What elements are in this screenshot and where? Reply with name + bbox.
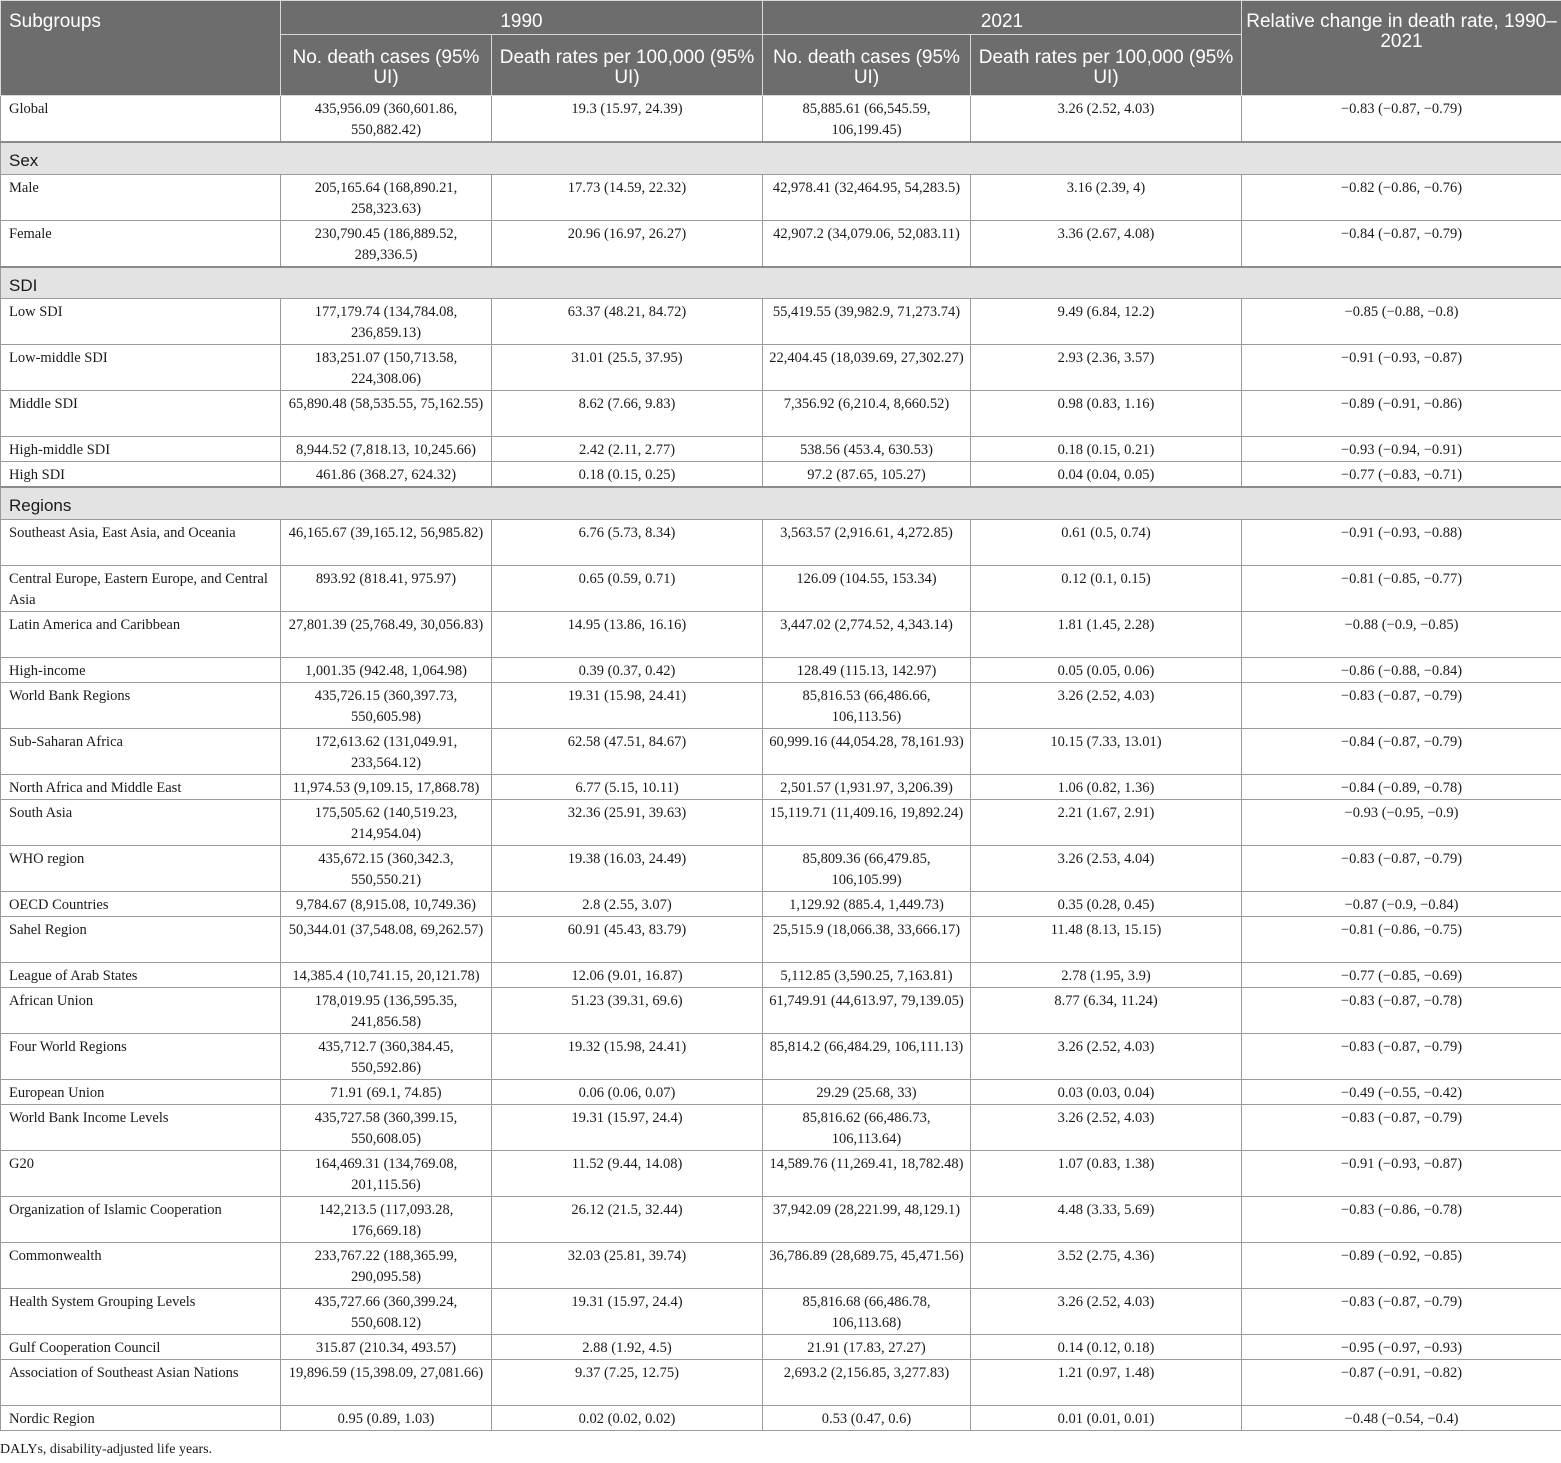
relative-change-cell: −0.83 (−0.86, −0.78) (1242, 1196, 1561, 1242)
rate-1990-cell: 63.37 (48.21, 84.72) (492, 299, 763, 345)
rate-2021-cell: 3.26 (2.52, 4.03) (971, 96, 1242, 143)
subgroup-cell: World Bank Income Levels (1, 1104, 281, 1150)
subgroup-cell: G20 (1, 1150, 281, 1196)
relative-change-cell: −0.83 (−0.87, −0.79) (1242, 1033, 1561, 1079)
cases-1990-cell: 50,344.01 (37,548.08, 69,262.57) (281, 916, 492, 962)
rate-2021-cell: 0.18 (0.15, 0.21) (971, 437, 1242, 462)
header-cases-2021: No. death cases (95% UI) (763, 35, 971, 96)
subgroup-cell: Sub-Saharan Africa (1, 728, 281, 774)
subgroup-cell: Global (1, 96, 281, 143)
cases-2021-cell: 85,816.62 (66,486.73, 106,113.64) (763, 1104, 971, 1150)
subgroup-cell: Low SDI (1, 299, 281, 345)
subgroup-cell: Male (1, 174, 281, 220)
section-label: Regions (1, 487, 1561, 519)
cases-2021-cell: 22,404.45 (18,039.69, 27,302.27) (763, 345, 971, 391)
cases-1990-cell: 435,727.66 (360,399.24, 550,608.12) (281, 1288, 492, 1334)
rate-1990-cell: 6.77 (5.15, 10.11) (492, 774, 763, 799)
rate-1990-cell: 12.06 (9.01, 16.87) (492, 962, 763, 987)
cases-2021-cell: 3,447.02 (2,774.52, 4,343.14) (763, 611, 971, 657)
table-row (1, 519, 1561, 565)
cases-1990-cell: 315.87 (210.34, 493.57) (281, 1334, 492, 1359)
relative-change-cell: −0.83 (−0.87, −0.79) (1242, 845, 1561, 891)
cases-2021-cell: 42,978.41 (32,464.95, 54,283.5) (763, 174, 971, 220)
section-label: SDI (1, 267, 1561, 299)
cases-2021-cell: 36,786.89 (28,689.75, 45,471.56) (763, 1242, 971, 1288)
cases-1990-cell: 183,251.07 (150,713.58, 224,308.06) (281, 345, 492, 391)
table-row (1, 1359, 1561, 1405)
cases-2021-cell: 126.09 (104.55, 153.34) (763, 565, 971, 611)
rate-2021-cell: 0.03 (0.03, 0.04) (971, 1079, 1242, 1104)
table-row (1, 891, 1561, 916)
rate-2021-cell: 10.15 (7.33, 13.01) (971, 728, 1242, 774)
cases-1990-cell: 14,385.4 (10,741.15, 20,121.78) (281, 962, 492, 987)
rate-1990-cell: 62.58 (47.51, 84.67) (492, 728, 763, 774)
cases-1990-cell: 1,001.35 (942.48, 1,064.98) (281, 657, 492, 682)
cases-1990-cell: 435,726.15 (360,397.73, 550,605.98) (281, 682, 492, 728)
rate-2021-cell: 0.14 (0.12, 0.18) (971, 1334, 1242, 1359)
cases-1990-cell: 46,165.67 (39,165.12, 56,985.82) (281, 519, 492, 565)
relative-change-cell: −0.91 (−0.93, −0.87) (1242, 345, 1561, 391)
relative-change-cell: −0.82 (−0.86, −0.76) (1242, 174, 1561, 220)
table-row (1, 565, 1561, 611)
rate-2021-cell: 0.98 (0.83, 1.16) (971, 391, 1242, 437)
header-rates-1990: Death rates per 100,000 (95% UI) (492, 35, 763, 96)
rate-2021-cell: 0.04 (0.04, 0.05) (971, 462, 1242, 488)
cases-1990-cell: 205,165.64 (168,890.21, 258,323.63) (281, 174, 492, 220)
subgroup-cell: WHO region (1, 845, 281, 891)
relative-change-cell: −0.83 (−0.87, −0.79) (1242, 1288, 1561, 1334)
table-row (1, 174, 1561, 220)
rate-2021-cell: 3.36 (2.67, 4.08) (971, 220, 1242, 267)
cases-1990-cell: 65,890.48 (58,535.55, 75,162.55) (281, 391, 492, 437)
section-header-row (1, 487, 1561, 519)
rate-1990-cell: 0.39 (0.37, 0.42) (492, 657, 763, 682)
cases-2021-cell: 1,129.92 (885.4, 1,449.73) (763, 891, 971, 916)
header-year-1990: 1990 (281, 1, 763, 35)
relative-change-cell: −0.84 (−0.89, −0.78) (1242, 774, 1561, 799)
subgroup-cell: Latin America and Caribbean (1, 611, 281, 657)
relative-change-cell: −0.83 (−0.87, −0.79) (1242, 682, 1561, 728)
subgroup-cell: African Union (1, 987, 281, 1033)
cases-2021-cell: 0.53 (0.47, 0.6) (763, 1405, 971, 1430)
cases-1990-cell: 19,896.59 (15,398.09, 27,081.66) (281, 1359, 492, 1405)
rate-2021-cell: 0.05 (0.05, 0.06) (971, 657, 1242, 682)
subgroup-cell: World Bank Regions (1, 682, 281, 728)
cases-1990-cell: 71.91 (69.1, 74.85) (281, 1079, 492, 1104)
relative-change-cell: −0.91 (−0.93, −0.87) (1242, 1150, 1561, 1196)
rate-2021-cell: 11.48 (8.13, 15.15) (971, 916, 1242, 962)
rate-1990-cell: 2.42 (2.11, 2.77) (492, 437, 763, 462)
cases-2021-cell: 15,119.71 (11,409.16, 19,892.24) (763, 799, 971, 845)
rate-1990-cell: 2.88 (1.92, 4.5) (492, 1334, 763, 1359)
table-row (1, 1334, 1561, 1359)
cases-2021-cell: 29.29 (25.68, 33) (763, 1079, 971, 1104)
rate-1990-cell: 19.32 (15.98, 24.41) (492, 1033, 763, 1079)
header-cases-1990: No. death cases (95% UI) (281, 35, 492, 96)
subgroup-cell: Commonwealth (1, 1242, 281, 1288)
rate-1990-cell: 2.8 (2.55, 3.07) (492, 891, 763, 916)
cases-1990-cell: 435,727.58 (360,399.15, 550,608.05) (281, 1104, 492, 1150)
cases-2021-cell: 85,814.2 (66,484.29, 106,111.13) (763, 1033, 971, 1079)
cases-1990-cell: 164,469.31 (134,769.08, 201,115.56) (281, 1150, 492, 1196)
rate-1990-cell: 32.36 (25.91, 39.63) (492, 799, 763, 845)
table-row (1, 462, 1561, 488)
relative-change-cell: −0.91 (−0.93, −0.88) (1242, 519, 1561, 565)
cases-1990-cell: 230,790.45 (186,889.52, 289,336.5) (281, 220, 492, 267)
subgroup-cell: Four World Regions (1, 1033, 281, 1079)
rate-1990-cell: 14.95 (13.86, 16.16) (492, 611, 763, 657)
rate-1990-cell: 0.65 (0.59, 0.71) (492, 565, 763, 611)
table-header (1, 1, 1561, 96)
rate-2021-cell: 3.26 (2.52, 4.03) (971, 1288, 1242, 1334)
relative-change-cell: −0.85 (−0.88, −0.8) (1242, 299, 1561, 345)
rate-1990-cell: 0.02 (0.02, 0.02) (492, 1405, 763, 1430)
subgroup-cell: Sahel Region (1, 916, 281, 962)
table-row (1, 1033, 1561, 1079)
table-row (1, 1104, 1561, 1150)
rate-2021-cell: 1.07 (0.83, 1.38) (971, 1150, 1242, 1196)
cases-2021-cell: 538.56 (453.4, 630.53) (763, 437, 971, 462)
rate-2021-cell: 3.52 (2.75, 4.36) (971, 1242, 1242, 1288)
subgroup-cell: North Africa and Middle East (1, 774, 281, 799)
rate-1990-cell: 9.37 (7.25, 12.75) (492, 1359, 763, 1405)
rate-2021-cell: 3.26 (2.52, 4.03) (971, 1104, 1242, 1150)
cases-2021-cell: 85,816.53 (66,486.66, 106,113.56) (763, 682, 971, 728)
subgroup-cell: Female (1, 220, 281, 267)
relative-change-cell: −0.48 (−0.54, −0.4) (1242, 1405, 1561, 1430)
cases-1990-cell: 142,213.5 (117,093.28, 176,669.18) (281, 1196, 492, 1242)
rate-1990-cell: 60.91 (45.43, 83.79) (492, 916, 763, 962)
rate-2021-cell: 3.16 (2.39, 4) (971, 174, 1242, 220)
subgroup-cell: OECD Countries (1, 891, 281, 916)
rate-2021-cell: 0.61 (0.5, 0.74) (971, 519, 1242, 565)
cases-2021-cell: 85,816.68 (66,486.78, 106,113.68) (763, 1288, 971, 1334)
cases-2021-cell: 14,589.76 (11,269.41, 18,782.48) (763, 1150, 971, 1196)
table-row (1, 611, 1561, 657)
relative-change-cell: −0.87 (−0.9, −0.84) (1242, 891, 1561, 916)
table-row (1, 1196, 1561, 1242)
subgroup-cell: European Union (1, 1079, 281, 1104)
rate-2021-cell: 2.78 (1.95, 3.9) (971, 962, 1242, 987)
rate-1990-cell: 19.38 (16.03, 24.49) (492, 845, 763, 891)
cases-2021-cell: 128.49 (115.13, 142.97) (763, 657, 971, 682)
rate-2021-cell: 8.77 (6.34, 11.24) (971, 987, 1242, 1033)
table-row (1, 774, 1561, 799)
cases-2021-cell: 42,907.2 (34,079.06, 52,083.11) (763, 220, 971, 267)
table-row (1, 220, 1561, 267)
rate-2021-cell: 0.01 (0.01, 0.01) (971, 1405, 1242, 1430)
cases-2021-cell: 85,809.36 (66,479.85, 106,105.99) (763, 845, 971, 891)
subgroup-cell: Southeast Asia, East Asia, and Oceania (1, 519, 281, 565)
relative-change-cell: −0.83 (−0.87, −0.78) (1242, 987, 1561, 1033)
subgroup-cell: Organization of Islamic Cooperation (1, 1196, 281, 1242)
relative-change-cell: −0.84 (−0.87, −0.79) (1242, 220, 1561, 267)
cases-1990-cell: 178,019.95 (136,595.35, 241,856.58) (281, 987, 492, 1033)
relative-change-cell: −0.95 (−0.97, −0.93) (1242, 1334, 1561, 1359)
rate-1990-cell: 0.06 (0.06, 0.07) (492, 1079, 763, 1104)
cases-1990-cell: 435,672.15 (360,342.3, 550,550.21) (281, 845, 492, 891)
table-row (1, 345, 1561, 391)
subgroup-cell: Central Europe, Eastern Europe, and Central Asia (1, 565, 281, 611)
table-row (1, 1242, 1561, 1288)
subgroup-cell: High-middle SDI (1, 437, 281, 462)
relative-change-cell: −0.84 (−0.87, −0.79) (1242, 728, 1561, 774)
table-row (1, 1150, 1561, 1196)
cases-1990-cell: 27,801.39 (25,768.49, 30,056.83) (281, 611, 492, 657)
subgroup-cell: Middle SDI (1, 391, 281, 437)
relative-change-cell: −0.81 (−0.85, −0.77) (1242, 565, 1561, 611)
rate-1990-cell: 51.23 (39.31, 69.6) (492, 987, 763, 1033)
rate-1990-cell: 11.52 (9.44, 14.08) (492, 1150, 763, 1196)
table-row (1, 437, 1561, 462)
cases-2021-cell: 97.2 (87.65, 105.27) (763, 462, 971, 488)
table-footnote: DALYs, disability-adjusted life years. (0, 1442, 213, 1457)
cases-1990-cell: 893.92 (818.41, 975.97) (281, 565, 492, 611)
header-relative-change: Relative change in death rate, 1990–2021 (1242, 1, 1561, 96)
rate-2021-cell: 3.26 (2.52, 4.03) (971, 682, 1242, 728)
cases-2021-cell: 2,693.2 (2,156.85, 3,277.83) (763, 1359, 971, 1405)
relative-change-cell: −0.77 (−0.85, −0.69) (1242, 962, 1561, 987)
cases-1990-cell: 11,974.53 (9,109.15, 17,868.78) (281, 774, 492, 799)
cases-2021-cell: 55,419.55 (39,982.9, 71,273.74) (763, 299, 971, 345)
cases-2021-cell: 7,356.92 (6,210.4, 8,660.52) (763, 391, 971, 437)
rate-1990-cell: 0.18 (0.15, 0.25) (492, 462, 763, 488)
rate-1990-cell: 17.73 (14.59, 22.32) (492, 174, 763, 220)
rate-2021-cell: 2.93 (2.36, 3.57) (971, 345, 1242, 391)
rate-1990-cell: 6.76 (5.73, 8.34) (492, 519, 763, 565)
rate-2021-cell: 0.12 (0.1, 0.15) (971, 565, 1242, 611)
relative-change-cell: −0.86 (−0.88, −0.84) (1242, 657, 1561, 682)
subgroup-cell: Gulf Cooperation Council (1, 1334, 281, 1359)
rate-2021-cell: 1.06 (0.82, 1.36) (971, 774, 1242, 799)
table-row (1, 682, 1561, 728)
table-row (1, 916, 1561, 962)
relative-change-cell: −0.88 (−0.9, −0.85) (1242, 611, 1561, 657)
rate-1990-cell: 20.96 (16.97, 26.27) (492, 220, 763, 267)
relative-change-cell: −0.87 (−0.91, −0.82) (1242, 1359, 1561, 1405)
table-row (1, 1405, 1561, 1430)
rate-2021-cell: 1.81 (1.45, 2.28) (971, 611, 1242, 657)
table-row (1, 96, 1561, 143)
table-row (1, 1288, 1561, 1334)
cases-2021-cell: 61,749.91 (44,613.97, 79,139.05) (763, 987, 971, 1033)
subgroup-cell: High SDI (1, 462, 281, 488)
relative-change-cell: −0.89 (−0.91, −0.86) (1242, 391, 1561, 437)
relative-change-cell: −0.49 (−0.55, −0.42) (1242, 1079, 1561, 1104)
cases-1990-cell: 435,712.7 (360,384.45, 550,592.86) (281, 1033, 492, 1079)
cases-2021-cell: 21.91 (17.83, 27.27) (763, 1334, 971, 1359)
subgroup-cell: Health System Grouping Levels (1, 1288, 281, 1334)
relative-change-cell: −0.83 (−0.87, −0.79) (1242, 96, 1561, 143)
rate-1990-cell: 32.03 (25.81, 39.74) (492, 1242, 763, 1288)
cases-2021-cell: 5,112.85 (3,590.25, 7,163.81) (763, 962, 971, 987)
section-label: Sex (1, 142, 1561, 174)
relative-change-cell: −0.89 (−0.92, −0.85) (1242, 1242, 1561, 1288)
rate-2021-cell: 9.49 (6.84, 12.2) (971, 299, 1242, 345)
subgroup-cell: Low-middle SDI (1, 345, 281, 391)
header-rates-2021: Death rates per 100,000 (95% UI) (971, 35, 1242, 96)
section-header-row (1, 267, 1561, 299)
table-row (1, 391, 1561, 437)
table-row (1, 657, 1561, 682)
cases-1990-cell: 175,505.62 (140,519.23, 214,954.04) (281, 799, 492, 845)
subgroup-cell: Nordic Region (1, 1405, 281, 1430)
relative-change-cell: −0.93 (−0.95, −0.9) (1242, 799, 1561, 845)
subgroup-cell: High-income (1, 657, 281, 682)
relative-change-cell: −0.93 (−0.94, −0.91) (1242, 437, 1561, 462)
header-year-2021: 2021 (763, 1, 1242, 35)
cases-1990-cell: 9,784.67 (8,915.08, 10,749.36) (281, 891, 492, 916)
rate-2021-cell: 0.35 (0.28, 0.45) (971, 891, 1242, 916)
cases-2021-cell: 37,942.09 (28,221.99, 48,129.1) (763, 1196, 971, 1242)
rate-2021-cell: 3.26 (2.52, 4.03) (971, 1033, 1242, 1079)
rate-1990-cell: 8.62 (7.66, 9.83) (492, 391, 763, 437)
table-row (1, 799, 1561, 845)
cases-1990-cell: 8,944.52 (7,818.13, 10,245.66) (281, 437, 492, 462)
cases-1990-cell: 0.95 (0.89, 1.03) (281, 1405, 492, 1430)
rate-1990-cell: 19.31 (15.97, 24.4) (492, 1288, 763, 1334)
rate-1990-cell: 19.31 (15.97, 24.4) (492, 1104, 763, 1150)
cases-1990-cell: 177,179.74 (134,784.08, 236,859.13) (281, 299, 492, 345)
table-row (1, 845, 1561, 891)
cases-1990-cell: 435,956.09 (360,601.86, 550,882.42) (281, 96, 492, 143)
relative-change-cell: −0.77 (−0.83, −0.71) (1242, 462, 1561, 488)
table-row (1, 962, 1561, 987)
rate-2021-cell: 3.26 (2.53, 4.04) (971, 845, 1242, 891)
rate-1990-cell: 26.12 (21.5, 32.44) (492, 1196, 763, 1242)
cases-1990-cell: 172,613.62 (131,049.91, 233,564.12) (281, 728, 492, 774)
subgroup-cell: League of Arab States (1, 962, 281, 987)
cases-2021-cell: 25,515.9 (18,066.38, 33,666.17) (763, 916, 971, 962)
cases-2021-cell: 3,563.57 (2,916.61, 4,272.85) (763, 519, 971, 565)
section-header-row (1, 142, 1561, 174)
rate-2021-cell: 4.48 (3.33, 5.69) (971, 1196, 1242, 1242)
cases-1990-cell: 233,767.22 (188,365.99, 290,095.58) (281, 1242, 492, 1288)
relative-change-cell: −0.83 (−0.87, −0.79) (1242, 1104, 1561, 1150)
table-row (1, 299, 1561, 345)
cases-1990-cell: 461.86 (368.27, 624.32) (281, 462, 492, 488)
header-subgroups: Subgroups (1, 1, 281, 96)
subgroup-cell: Association of Southeast Asian Nations (1, 1359, 281, 1405)
table-body (1, 96, 1561, 1431)
table-row (1, 987, 1561, 1033)
subgroup-cell: South Asia (1, 799, 281, 845)
relative-change-cell: −0.81 (−0.86, −0.75) (1242, 916, 1561, 962)
rate-1990-cell: 19.31 (15.98, 24.41) (492, 682, 763, 728)
cases-2021-cell: 2,501.57 (1,931.97, 3,206.39) (763, 774, 971, 799)
cases-2021-cell: 85,885.61 (66,545.59, 106,199.45) (763, 96, 971, 143)
cases-2021-cell: 60,999.16 (44,054.28, 78,161.93) (763, 728, 971, 774)
rate-1990-cell: 31.01 (25.5, 37.95) (492, 345, 763, 391)
table-row (1, 1079, 1561, 1104)
rate-2021-cell: 2.21 (1.67, 2.91) (971, 799, 1242, 845)
rate-1990-cell: 19.3 (15.97, 24.39) (492, 96, 763, 143)
rate-2021-cell: 1.21 (0.97, 1.48) (971, 1359, 1242, 1405)
table-row (1, 728, 1561, 774)
